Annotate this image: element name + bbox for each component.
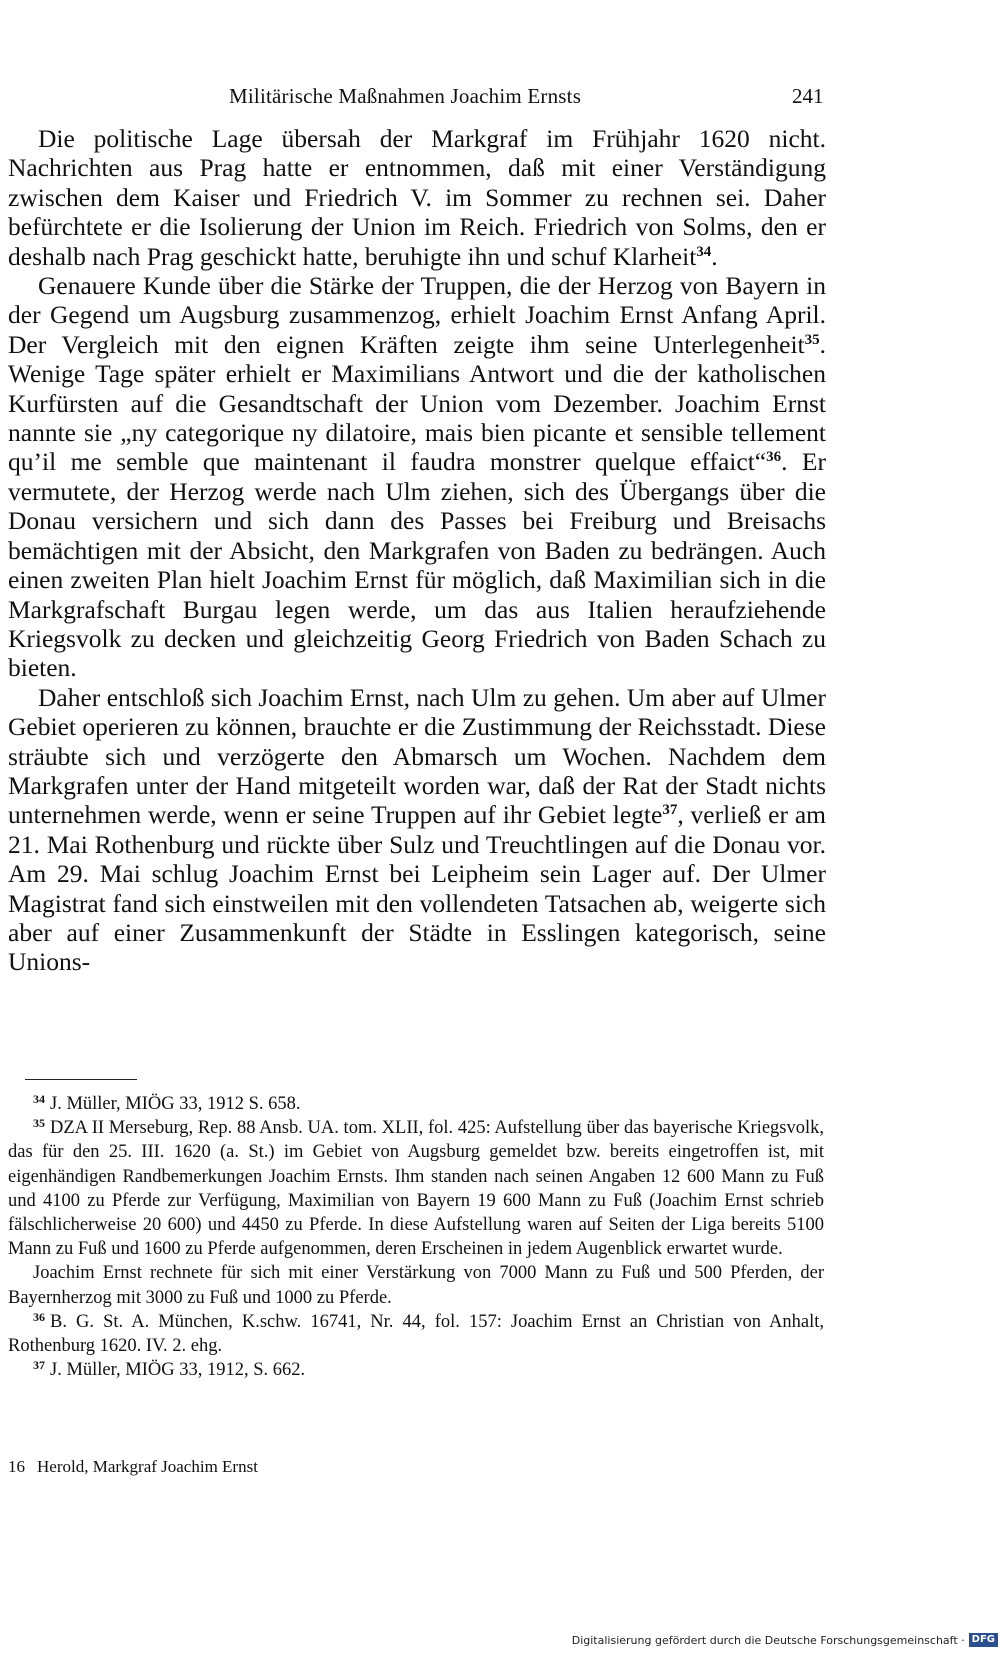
digitization-credit: Digitalisierung gefördert durch die Deutsche Forschungsgemeinschaft · [571, 1633, 965, 1647]
footnote-text: DZA II Merseburg, Rep. 88 Ansb. UA. tom. XLII, fol. 425: Aufstellung über das bayerische Kriegsvolk, das für den 25. III. 1620 (a. St.) im Gebiet von Augsburg gemeldet bzw. bereits eingetroffen ist, mit eigenhändigen Randbemerkungen Joachim Ernsts. Ihm standen nach seinen Angaben 12 600 Mann zu Fuß und 4100 zu Pferde zur Verfügung, Maximilian von Bayern 19 600 Mann zu Fuß (Joachim Ernst schrieb fälschlicherweise 20 600) und 4450 zu Pferde. In diese Aufstellung waren auf Seiten der Liga bereits 5100 Mann zu Fuß und 1600 zu Pferde aufgenommen, deren Erscheinen in jedem Augenblick erwartet wurde. [8, 1118, 824, 1260]
signature-line [8, 1457, 258, 1477]
paragraph-text: , verließ er am 21. Mai Rothenburg und rückte über Sulz und Treuchtlingen auf die Donau vor. Am 29. Mai schlug Joachim Ernst bei Leipheim sein Lager auf. Der Ulmer Magistrat fand sich einstweilen mit den vollendeten Tatsachen ab, weigerte sich aber auf einer Zusammenkunft der Städte in Esslingen kategorisch, seine Unions- [8, 800, 826, 977]
footnote-number: 35 [33, 1116, 45, 1131]
footnote-reference: 36 [766, 449, 782, 466]
running-title: Militärische Maßnahmen Joachim Ernsts [229, 84, 582, 108]
footnote-number: 36 [33, 1309, 45, 1324]
paragraph-3 [8, 683, 826, 977]
footnote-36 [8, 1310, 824, 1358]
dfg-logo: DFG [969, 1633, 998, 1647]
paragraph-text: Genauere Kunde über die Stärke der Truppen, die der Herzog von Bayern in der Gegend um Augsburg zusammenzog, erhielt Joachim Ernst Anfang April. Der Vergleich mit den eignen Kräften zeigte ihm seine Unterlegenheit [8, 271, 826, 359]
footnote-37 [8, 1358, 824, 1382]
footnote-text: J. Müller, MIÖG 33, 1912, S. 662. [50, 1360, 306, 1381]
digitization-footer [572, 1631, 998, 1649]
signature-text: Herold, Markgraf Joachim Ernst [37, 1457, 258, 1476]
page-number: 241 [792, 84, 824, 108]
footnote-35 [8, 1116, 824, 1261]
paragraph-text: . Wenige Tage später erhielt er Maximilians Antwort und die der katholischen Kurfürsten auf die Gesandtschaft der Union vom Dezember. Joachim Ernst nannte sie „ny categorique ny dilatoire, mais bien picante et sensible tellement qu’il me semble que maintenant il faudra monstrer quelque effaict“ [8, 329, 826, 477]
footnote-34 [8, 1092, 824, 1116]
footnote-separator [25, 1079, 137, 1080]
footnote-text: Joachim Ernst rechnete für sich mit einer Verstärkung von 7000 Mann zu Fuß und 500 Pferden, der Bayernherzog mit 3000 zu Fuß und 1000 zu Pferde. [8, 1263, 824, 1308]
paragraph-text: Die politische Lage übersah der Markgraf im Frühjahr 1620 nicht. Nachrichten aus Prag hatte er entnommen, daß mit einer Verständigung zwischen dem Kaiser und Friedrich V. im Sommer zu rechnen sei. Daher befürchtete er die Isolierung der Union im Reich. Friedrich von Solms, den er deshalb nach Prag geschickt hatte, beruhigte ihn und schuf Klarheit [8, 124, 826, 271]
paragraph-text: Daher entschloß sich Joachim Ernst, nach Ulm zu gehen. Um aber auf Ulmer Gebiet operieren zu können, brauchte er die Zustimmung der Reichsstadt. Diese sträubte sich und verzögerte den Abmarsch um Wochen. Nachdem dem Markgrafen unter der Hand mitgeteilt worden war, daß der Rat der Stadt nichts unternehmen werde, wenn er seine Truppen auf ihr Gebiet legte [8, 682, 826, 830]
footnote-number: 34 [33, 1092, 45, 1106]
footnotes [8, 1092, 824, 1382]
main-text [8, 124, 826, 977]
paragraph-text: . Er vermutete, der Herzog werde nach Ulm ziehen, sich des Übergangs über die Donau versichern und sich dann des Passes bei Freiburg und Breisachs bemächtigen mit der Absicht, den Markgrafen von Baden zu bedrängen. Auch einen zweiten Plan hielt Joachim Ernst für möglich, daß Maximilian sich in die Markgrafschaft Burgau legen werde, um das aus Italien heraufziehende Kriegsvolk zu decken und gleichzeitig Georg Friedrich von Baden Schach zu bieten. [8, 447, 826, 683]
footnote-text: J. Müller, MIÖG 33, 1912 S. 658. [50, 1094, 301, 1114]
paragraph-1 [8, 124, 826, 271]
footnote-text: B. G. St. A. München, K.schw. 16741, Nr. 44, fol. 157: Joachim Ernst an Christian von Anhalt, Rothenburg 1620. IV. 2. ehg. [8, 1311, 824, 1357]
footnote-reference: 37 [662, 802, 678, 819]
signature-number: 16 [8, 1457, 25, 1476]
footnote-35-continuation [8, 1261, 824, 1309]
footnote-reference: 35 [804, 331, 820, 348]
footnote-reference: 34 [696, 243, 712, 260]
footnote-number: 37 [33, 1358, 45, 1373]
paragraph-text: . [711, 241, 718, 271]
running-head [0, 84, 1000, 114]
paragraph-2 [8, 271, 826, 683]
